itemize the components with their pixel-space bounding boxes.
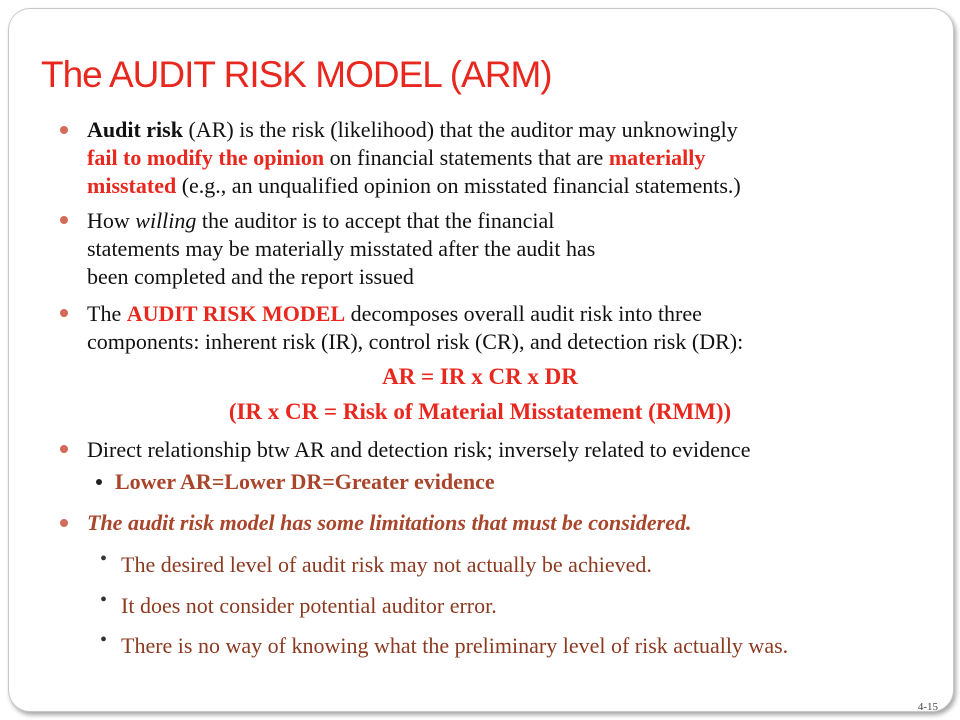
bullet-dot [60,309,68,317]
text: (e.g., an unqualified opinion on misstated financial statements.) [176,173,741,198]
term-audit-risk: Audit risk [87,117,183,142]
bullet-audit-risk [87,116,741,200]
limitation-item-3: There is no way of knowing what the preliminary level of risk actually was. [121,633,789,658]
formula-rmm: (IR x CR = Risk of Material Misstatement (RMM)) [228,399,732,424]
formula-ar: AR = IR x CR x DR [382,364,578,389]
text: How [87,208,136,233]
bullet-dot [60,445,68,453]
highlight-fail-to-modify: fail to modify the opinion [87,145,325,170]
bullet-dot [60,519,68,527]
highlight-misstated: misstated [87,173,177,198]
limitation-item-2: It does not consider potential auditor error. [121,593,497,618]
bullet-dot [60,216,68,224]
highlight-materially: materially [608,145,706,170]
text: the auditor is to accept that the financial [196,208,555,233]
highlight-audit-risk-model: AUDIT RISK MODEL [126,301,346,326]
text: (AR) is the risk (likelihood) that the auditor may unknowingly [182,117,738,142]
text: on financial statements that are [324,145,609,170]
italic-willing: willing [135,208,197,233]
sub-bullet-dot: • [100,589,108,611]
sub-bullet-dot [96,479,102,485]
slide-title: The AUDIT RISK MODEL (ARM) [41,54,552,95]
text: decomposes overall audit risk into three [345,301,702,326]
bullet-audit-risk-model [87,300,743,356]
bullet-willing [87,207,595,291]
sub-bullet-dot: • [100,548,108,570]
sub-bullet-dot: • [100,629,108,651]
text: statements may be materially misstated after the audit has [87,236,596,261]
text: components: inherent risk (IR), control risk (CR), and detection risk (DR): [87,329,744,354]
bullet-direct-relationship: Direct relationship btw AR and detection risk; inversely related to evidence [87,437,751,462]
sub-bullet-lower-ar: Lower AR=Lower DR=Greater evidence [115,469,495,494]
page-number: 4-15 [917,701,938,713]
bullet-limitations: The audit risk model has some limitations that must be considered. [87,510,692,535]
text: been completed and the report issued [87,264,414,289]
bullet-dot [60,126,68,134]
text: The [87,301,127,326]
limitation-item-1: The desired level of audit risk may not actually be achieved. [121,552,652,577]
